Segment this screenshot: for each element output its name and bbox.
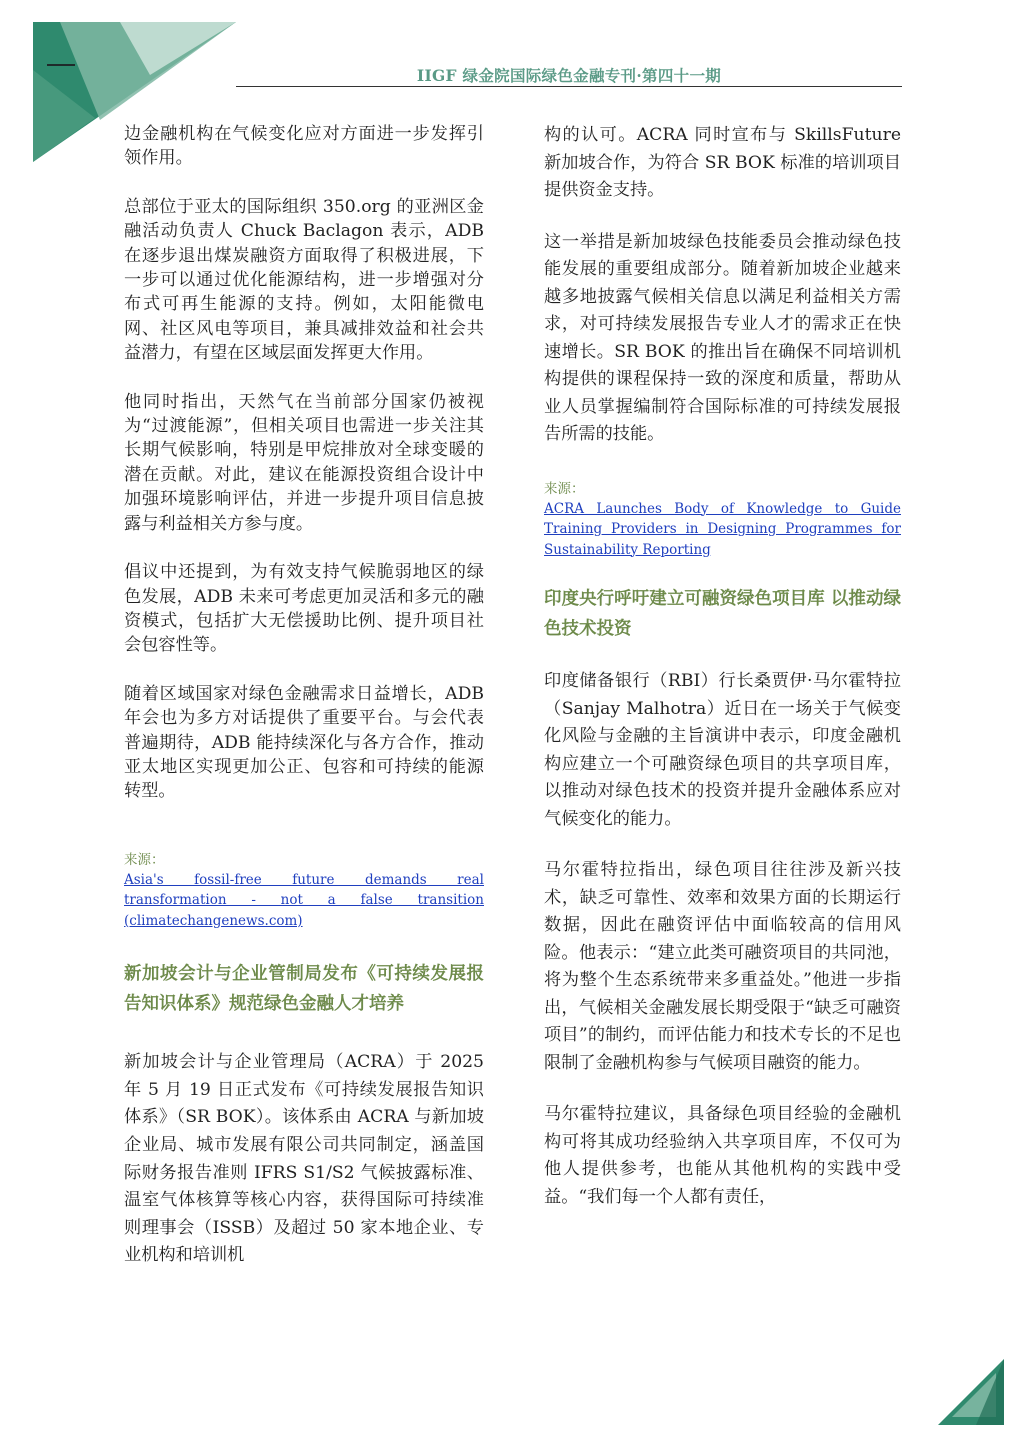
header-title: IIGF 绿金院国际绿色金融专刊·第四十一期 [416,66,722,85]
corner-decoration-bottom-right [936,1357,1006,1427]
header-rule [236,86,902,87]
section-title-singapore: 新加坡会计与企业管制局发布《可持续发展报告知识体系》规范绿色金融人才培养 [124,964,484,1015]
left-source-label: 来源： [124,851,165,868]
right-source-label: 来源： [544,480,585,497]
left-source-link[interactable]: Asia's fossil-free future demands real transformation - not a false transition (climatechangenews.com) [124,871,484,929]
left-paragraph-2: 总部位于亚太的国际组织 350.org 的亚洲区金融活动负责人 Chuck Baclagon 表示，ADB 在逐步退出煤炭融资方面取得了积极进展，下一步可以通过优化能源结构，进一步增强对分布式可再生能源的支持。例如，太阳能微电网、社区风电等项目，兼具减排效益和社会共益潜力，有望在区域层面发挥更大作用。 [124,196,484,364]
right-paragraph-5: 马尔霍特拉建议，具备绿色项目经验的金融机构可将其成功经验纳入共享项目库，不仅可为他人提供参考，也能从其他机构的实践中受益。“我们每一个人都有责任， [544,1104,901,1207]
section-title-india: 印度央行呼吁建立可融资绿色项目库 以推动绿色技术投资 [544,589,901,639]
left-paragraph-1: 边金融机构在气候变化应对方面进一步发挥引领作用。 [124,124,484,169]
left-paragraph-5: 随着区域国家对绿色金融需求日益增长，ADB 年会也为多方对话提供了重要平台。与会代表普遍期待，ADB 能持续深化与各方合作，推动亚太地区实现更加公正、包容和可持续的能源转型。 [124,683,484,802]
left-paragraph-6: 新加坡会计与企业管理局（ACRA）于 2025 年 5 月 19 日正式发布《可持续发展报告知识体系》（SR BOK）。该体系由 ACRA 与新加坡企业局、城市发展有限公司共同制定，涵盖国际财务报告准则 IFRS S1/S2 气候披露标准、温室气体核算等核心内容，获得国际可持续准则理事会（ISSB）及超过 50 家本地企业、专业机构和培训机 [124,1052,484,1266]
right-paragraph-3: 印度储备银行（RBI）行长桑贾伊·马尔霍特拉（Sanjay Malhotra）近日在一场关于气候变化风险与金融的主旨演讲中表示，印度金融机构应建立一个可融资绿色项目的共享项目库，以推动对绿色技术的投资并提升金融体系应对气候变化的能力。 [544,671,901,829]
right-paragraph-2: 这一举措是新加坡绿色技能委员会推动绿色技能发展的重要组成部分。随着新加坡企业越来越多地披露气候相关信息以满足利益相关方需求，对可持续发展报告专业人才的需求正在快速增长。SR BOK 的推出旨在确保不同培训机构提供的课程保持一致的深度和质量，帮助从业人员掌握编制符合国际标准的可持续发展报告所需的技能。 [544,231,901,444]
right-source-link[interactable]: ACRA Launches Body of Knowledge to Guide Training Providers in Designing Programmes for Sustainability Reporting [544,500,901,558]
left-paragraph-3: 他同时指出，天然气在当前部分国家仍被视为“过渡能源”，但相关项目也需进一步关注其长期气候影响，特别是甲烷排放对全球变暖的潜在贡献。对此，建议在能源投资组合设计中加强环境影响评估，并进一步提升项目信息披露与利益相关方参与度。 [124,391,484,534]
right-column [544,122,901,1211]
right-paragraph-1: 构的认可。ACRA 同时宣布与 SkillsFuture 新加坡合作，为符合 SR BOK 标准的培训项目提供资金支持。 [544,125,901,200]
left-column [124,122,484,1270]
left-paragraph-4: 倡议中还提到，为有效支持气候脆弱地区的绿色发展，ADB 未来可考虑更加灵活和多元的融资模式，包括扩大无偿援助比例、提升项目社会包容性等。 [124,562,484,656]
right-paragraph-4: 马尔霍特拉指出，绿色项目往往涉及新兴技术，缺乏可靠性、效率和效果方面的长期运行数据，因此在融资评估中面临较高的信用风险。他表示：“建立此类可融资项目的共同池，将为整个生态系统带来多重益处。”他进一步指出，气候相关金融发展长期受限于“缺乏可融资项目”的制约，而评估能力和技术专长的不足也限制了金融机构参与气候项目融资的能力。 [544,860,901,1073]
page-header [0,0,1024,90]
